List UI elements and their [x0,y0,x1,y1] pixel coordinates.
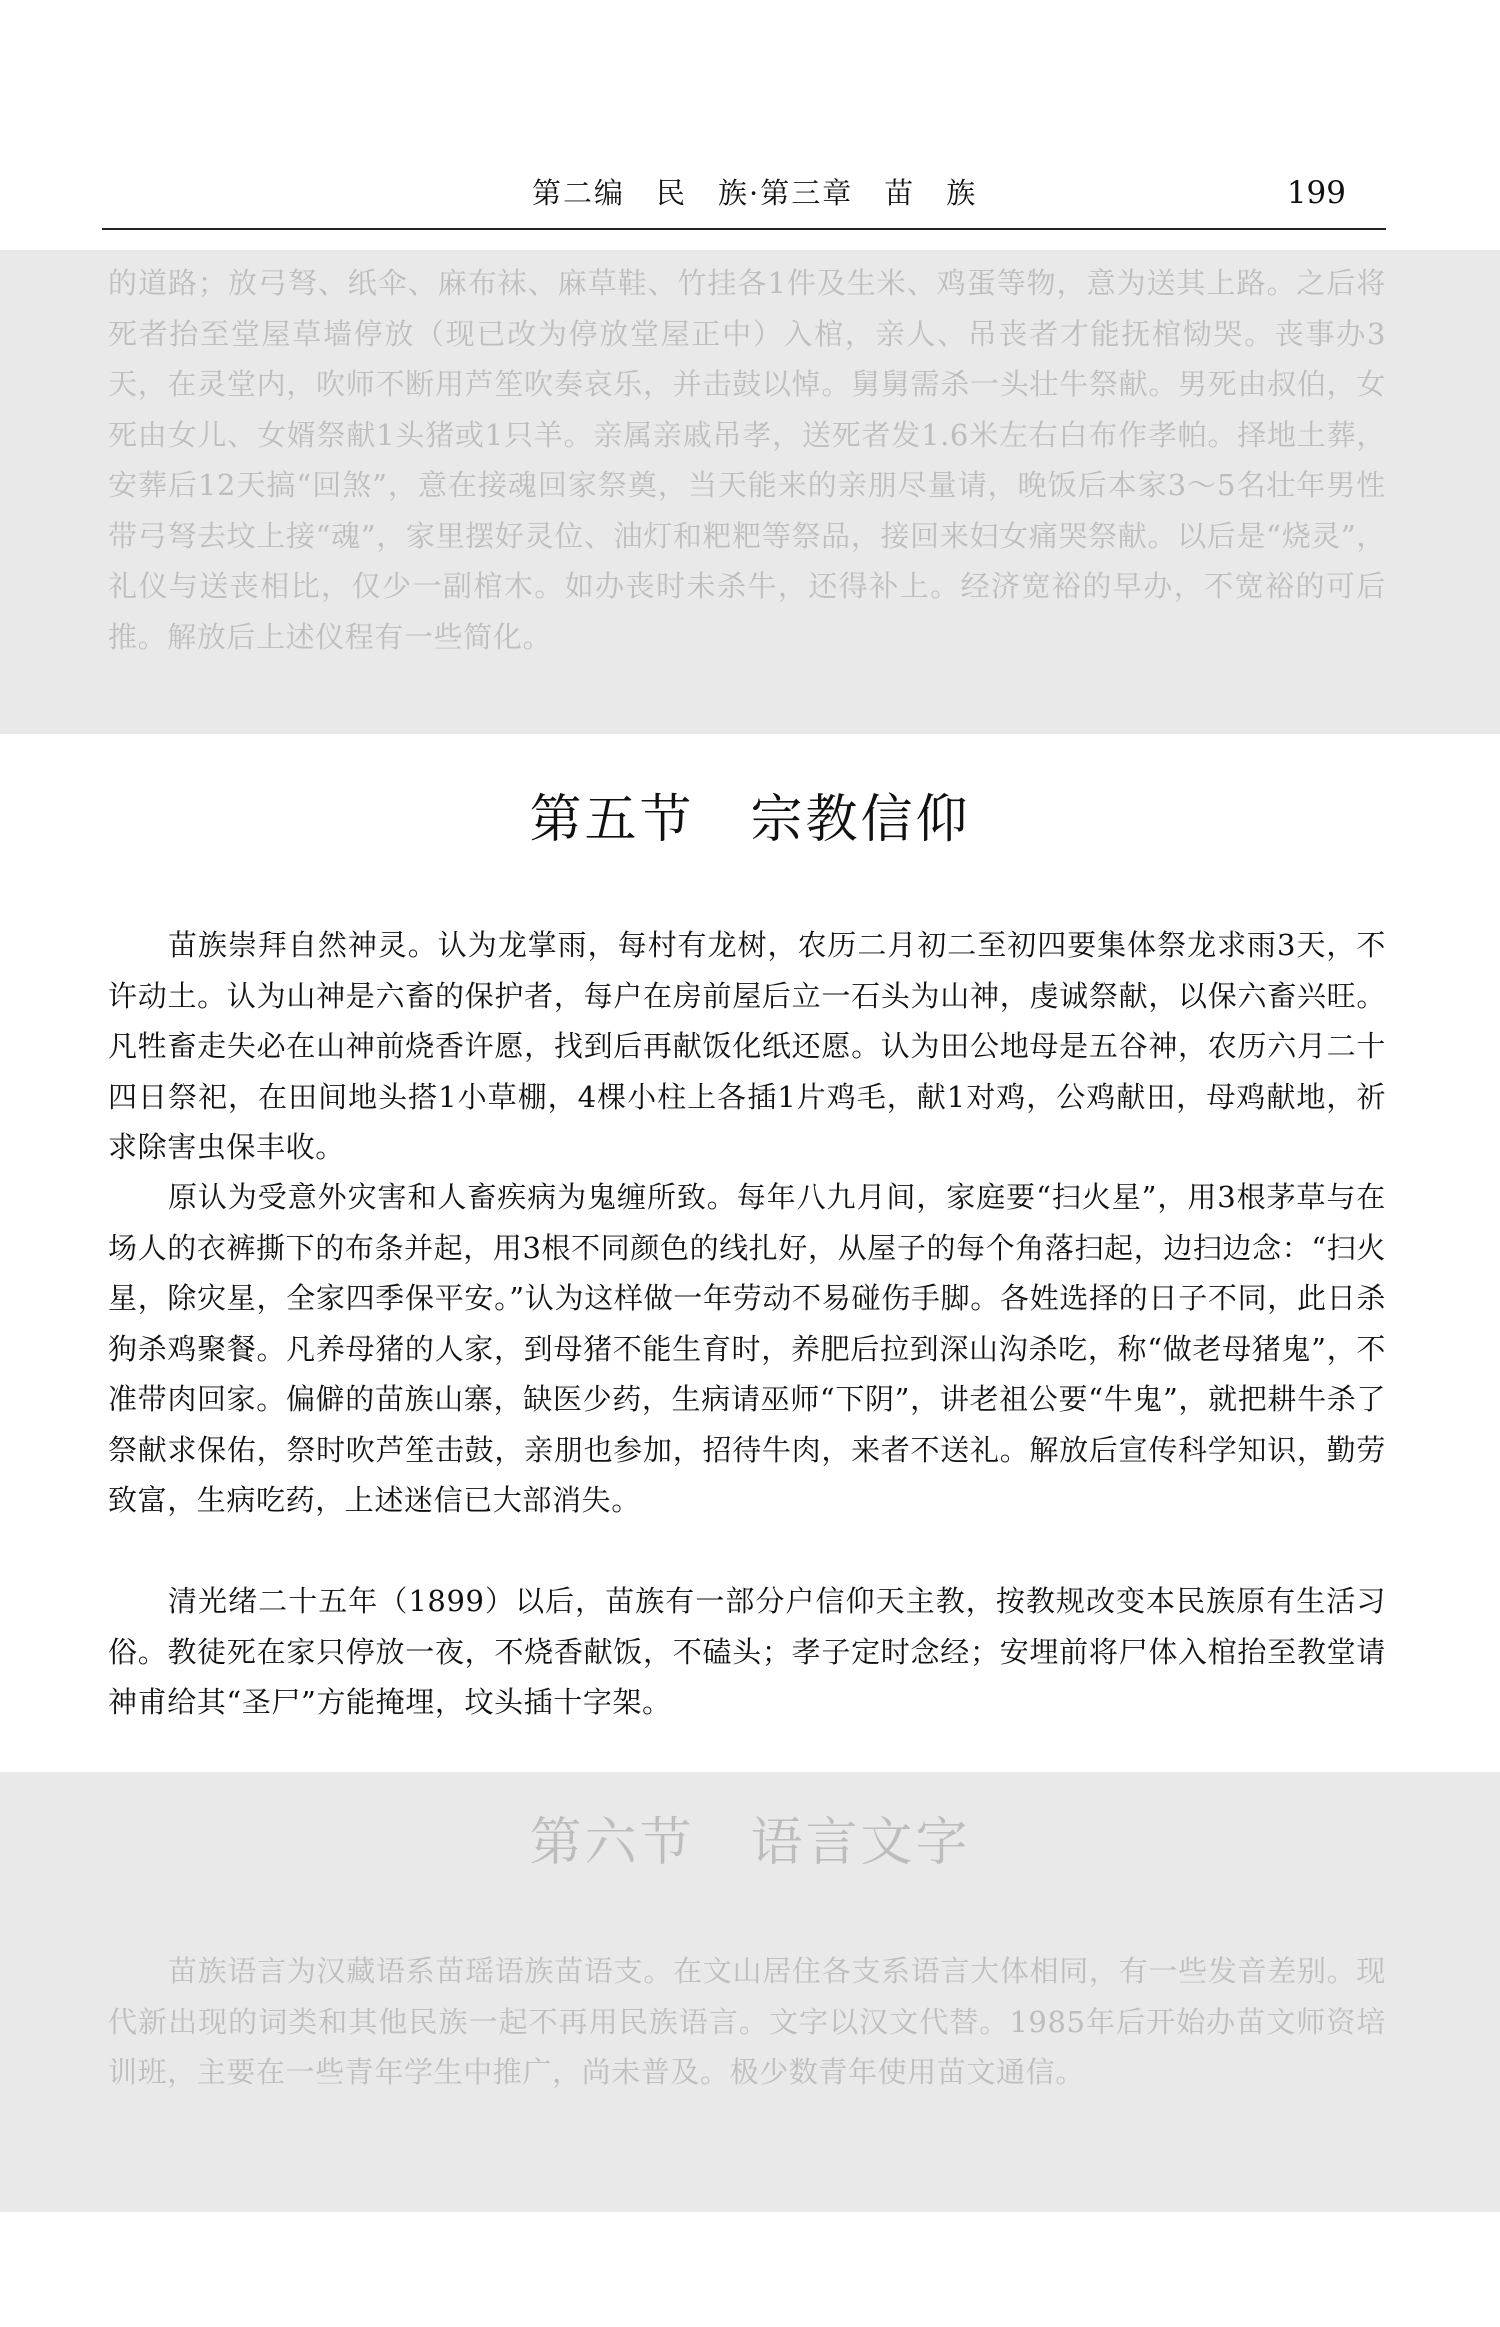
body-paragraph: 苗族崇拜自然神灵。认为龙掌雨，每村有龙树，农历二月初二至初四要集体祭龙求雨3天，不许动土。认为山神是六畜的保护者，每户在房前屋后立一石头为山神，虔诚祭献，以保六畜兴旺。凡牲畜走失必在山神前烧香许愿，找到后再献饭化纸还愿。认为田公地母是五谷神，农历六月二十四日祭祀，在田间地头搭1小草棚，4棵小柱上各插1片鸡毛，献1对鸡，公鸡献田，母鸡献地，祈求除害虫保丰收。 [108,928,1386,1164]
previous-section-paragraph: 的道路；放弓弩、纸伞、麻布袜、麻草鞋、竹挂各1件及生米、鸡蛋等物，意为送其上路。之后将死者抬至堂屋草墙停放（现已改为停放堂屋正中）入棺，亲人、吊丧者才能抚棺恸哭。丧事办3天，在灵堂内，吹师不断用芦笙吹奏哀乐，并击鼓以悼。舅舅需杀一头壮牛祭献。男死由叔伯，女死由女儿、女婿祭献1头猪或1只羊。亲属亲戚吊孝，送死者发1.6米左右白布作孝帕。择地土葬，安葬后12天搞“回煞”，意在接魂回家祭奠，当天能来的亲朋尽量请，晚饭后本家3～5名壮年男性带弓弩去坟上接“魂”，家里摆好灵位、油灯和粑粑等祭品，接回来妇女痛哭祭献。以后是“烧灵”，礼仪与送丧相比，仅少一副棺木。如办丧时未杀牛，还得补上。经济宽裕的早办，不宽裕的可后推。解放后上述仪程有一些简化。 [108,266,1386,654]
next-section-paragraph: 苗族语言为汉藏语系苗瑶语族苗语支。在文山居住各支系语言大体相同，有一些发音差别。现代新出现的词类和其他民族一起不再用民族语言。文字以汉文代替。1985年后开始办苗文师资培训班，主要在一些青年学生中推广，尚未普及。极少数青年使用苗文通信。 [108,1954,1386,2089]
section-heading-religion [0,785,1500,855]
section-heading-language [0,1808,1500,1878]
section-title: 宗教信仰 [750,790,971,850]
section-title: 语言文字 [750,1813,971,1873]
body-paragraph: 清光绪二十五年（1899）以后，苗族有一部分户信仰天主教，按教规改变本民族原有生活习俗。教徒死在家只停放一夜，不烧香献饭，不磕头；孝子定时念经；安埋前将尸体入棺抬至教堂请神甫给其“圣尸”方能掩埋，坟头插十字架。 [108,1584,1386,1719]
running-header [102,168,1386,230]
section-number: 第五节 [529,790,695,850]
running-title: 第二编 民 族·第三章 苗 族 [532,176,978,210]
body-paragraph: 原认为受意外灾害和人畜疾病为鬼缠所致。每年八九月间，家庭要“扫火星”，用3根茅草与在场人的衣裤撕下的布条并起，用3根不同颜色的线扎好，从屋子的每个角落扫起，边扫边念：“扫火星，除灾星，全家四季保平安。”认为这样做一年劳动不易碰伤手脚。各姓选择的日子不同，此日杀狗杀鸡聚餐。凡养母猪的人家，到母猪不能生育时，养肥后拉到深山沟杀吃，称“做老母猪鬼”，不准带肉回家。偏僻的苗族山寨，缺医少药，生病请巫师“下阴”，讲老祖公要“牛鬼”，就把耕牛杀了祭献求保佑，祭时吹芦笙击鼓，亲朋也参加，招待牛肉，来者不送礼。解放后宣传科学知识，勤劳致富，生病吃药，上述迷信已大部消失。 [108,1180,1386,1517]
section-number: 第六节 [529,1813,695,1873]
page-number: 199 [1286,175,1346,211]
